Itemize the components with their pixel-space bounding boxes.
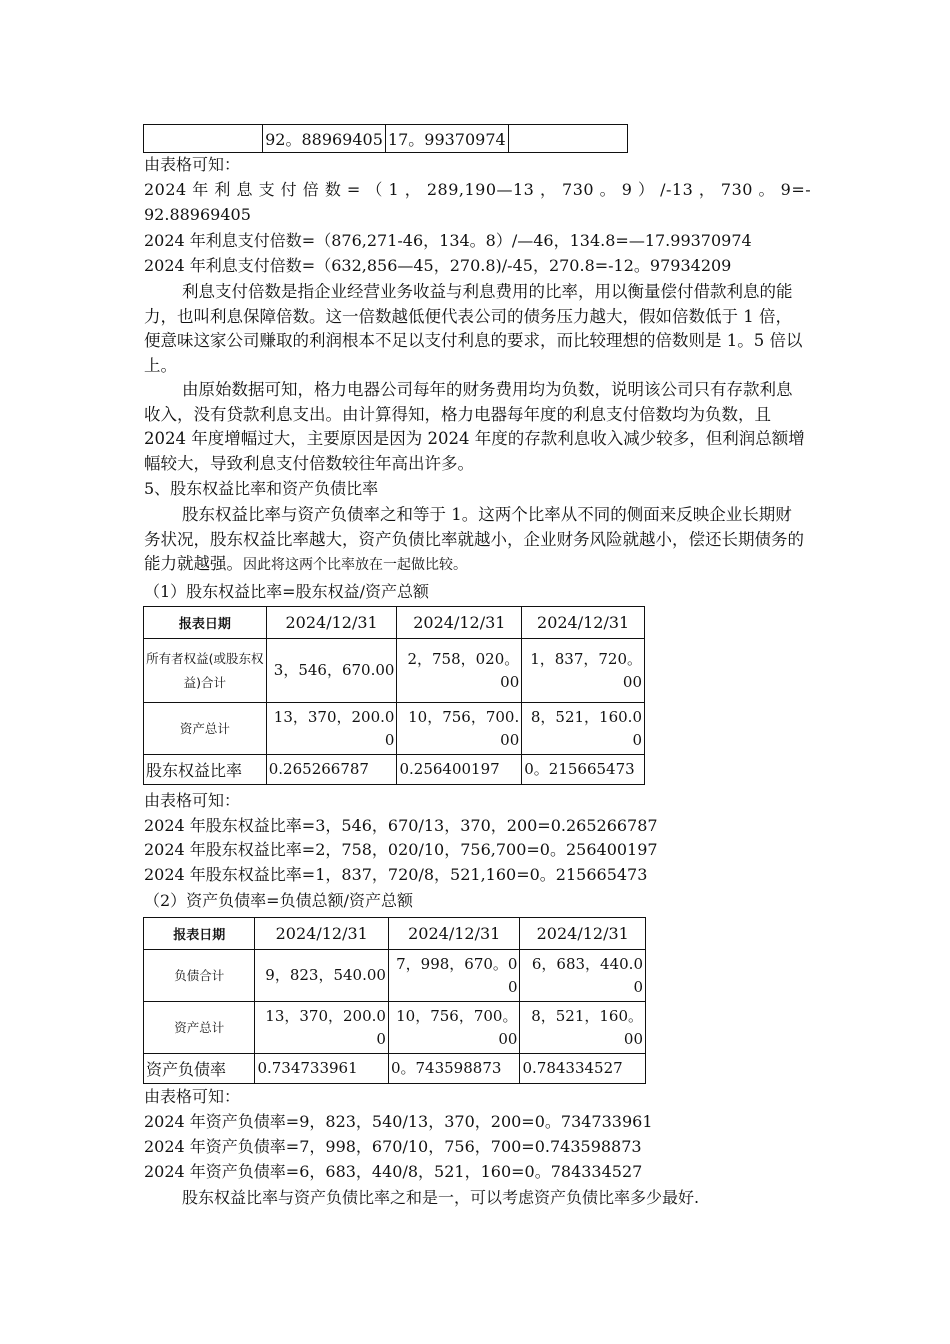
column-header: 报表日期 (144, 607, 267, 639)
table-cell: 2，758，020。00 (397, 639, 522, 703)
column-header: 2024/12/31 (388, 918, 520, 950)
column-header: 2024/12/31 (397, 607, 522, 639)
table-cell: 1，837，720。00 (522, 639, 645, 703)
calc-line: 2024 年资产负债率=6，683，440/8，521，160=0。784334527 (144, 1162, 643, 1181)
closing-paragraph: 股东权益比率与资产负债比率之和是一，可以考虑资产负债比率多少最好. (182, 1188, 700, 1207)
table-row (144, 1002, 646, 1054)
table-cell: 0.784334527 (520, 1054, 646, 1084)
table-row (144, 703, 645, 755)
table-row (144, 1054, 646, 1084)
table-conclusion-intro: 由表格可知： (144, 791, 241, 810)
table-header-row (144, 607, 645, 639)
equity-ratio-table (143, 606, 645, 785)
equity-ratio-heading: （1）股东权益比率=股东权益/资产总额 (144, 582, 429, 601)
row-label: 资产负债率 (144, 1054, 255, 1084)
table-cell: 7，998，670。00 (388, 950, 520, 1002)
paragraph-interest-coverage-analysis: 由原始数据可知，格力电器公司每年的财务费用均为负数，说明该公司只有存款利息收入，没有贷款利息支出。由计算得知，格力电器每年度的利息支付倍数均为负数，且 2024 年度增幅过大，主要原因是因为 2024 年度的存款利息收入减少较多，但利润总额增幅较大，导致利息支付倍数较往年高出许多。 (144, 380, 805, 473)
row-label: 所有者权益(或股东权益)合计 (144, 639, 267, 703)
calc-line: 2024 年股东权益比率=3，546，670/13，370，200=0.265266787 (144, 816, 658, 835)
paragraph-text: 股东权益比率与资产负债率之和等于 1。这两个比率从不同的侧面来反映企业长期财务状况，股东权益比率越大，资产负债比率就越小，企业财务风险就越小，偿还长期债务的能力就越强。 (144, 505, 804, 573)
section-heading: 5、股东权益比率和资产负债比率 (144, 479, 379, 498)
table-row (144, 125, 628, 153)
table-cell: 0.256400197 (397, 755, 522, 785)
calc-line: 2024 年 利 息 支 付 倍 数 = （ 1 ， 289,190—13 ， 730 。 9 ） /-13 ， 730 。 9=- (144, 180, 812, 199)
column-header: 2024/12/31 (520, 918, 646, 950)
table-cell: 3，546，670.00 (266, 639, 397, 703)
calc-line: 2024 年利息支付倍数=（876,271-46，134。8）/—46，134.8=—17.99370974 (144, 231, 752, 250)
interest-coverage-table-fragment (143, 124, 628, 153)
table-cell: 8，521，160。00 (520, 1002, 646, 1054)
row-label: 资产总计 (144, 703, 267, 755)
table-cell (144, 125, 263, 153)
calc-line: 2024 年资产负债率=7，998，670/10，756，700=0.743598873 (144, 1137, 642, 1156)
table-cell: 13，370，200.00 (255, 1002, 389, 1054)
table-row (144, 639, 645, 703)
paragraph-text-small: 因此将这两个比率放在一起做比较。 (243, 557, 467, 573)
table-cell (508, 125, 627, 153)
column-header: 2024/12/31 (522, 607, 645, 639)
table-cell: 0。743598873 (388, 1054, 520, 1084)
paragraph-interest-coverage-definition: 利息支付倍数是指企业经营业务收益与利息费用的比率，用以衡量偿付借款利息的能力，也叫利息保障倍数。这一倍数越低便代表公司的债务压力越大，假如倍数低于 1 倍，便意味这家公司赚取的利润根本不足以支付利息的要求，而比较理想的倍数则是 1。5 倍以上。 (144, 282, 803, 375)
table-cell: 0.734733961 (255, 1054, 389, 1084)
row-label: 负债合计 (144, 950, 255, 1002)
table-cell: 10，756，700.00 (397, 703, 522, 755)
table-conclusion-intro: 由表格可知： (144, 1087, 241, 1106)
table-cell: 92。88969405 (263, 125, 386, 153)
row-label: 股东权益比率 (144, 755, 267, 785)
calc-line: 92.88969405 (144, 205, 251, 224)
table-conclusion-intro: 由表格可知： (144, 155, 241, 174)
debt-ratio-table (143, 917, 646, 1084)
table-cell: 0.265266787 (266, 755, 397, 785)
table-row (144, 950, 646, 1002)
table-cell: 8，521，160.00 (522, 703, 645, 755)
calc-line: 2024 年利息支付倍数=（632,856—45，270.8)/-45，270.8=-12。97934209 (144, 256, 732, 275)
table-header-row (144, 918, 646, 950)
column-header: 2024/12/31 (255, 918, 389, 950)
table-cell: 10，756，700。00 (388, 1002, 520, 1054)
calc-line: 2024 年资产负债率=9，823，540/13，370，200=0。734733961 (144, 1112, 653, 1131)
calc-line: 2024 年股东权益比率=2，758，020/10，756,700=0。256400197 (144, 840, 658, 859)
table-row (144, 755, 645, 785)
calc-line: 2024 年股东权益比率=1，837，720/8，521,160=0。215665473 (144, 865, 648, 884)
debt-ratio-heading: （2）资产负债率=负债总额/资产总额 (144, 891, 413, 910)
table-cell: 9，823，540.00 (255, 950, 389, 1002)
paragraph-ratio-relationship (144, 503, 808, 578)
table-cell: 13，370，200.00 (266, 703, 397, 755)
row-label: 资产总计 (144, 1002, 255, 1054)
table-cell: 0。215665473 (522, 755, 645, 785)
table-cell: 17。99370974 (385, 125, 508, 153)
column-header: 2024/12/31 (266, 607, 397, 639)
table-cell: 6，683，440.00 (520, 950, 646, 1002)
column-header: 报表日期 (144, 918, 255, 950)
